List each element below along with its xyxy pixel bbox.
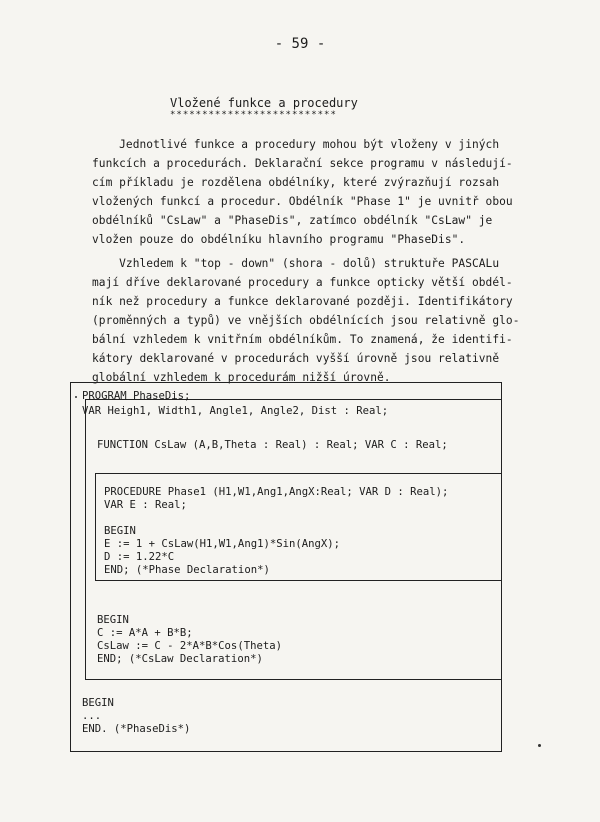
- procedure-line: VAR E : Real;: [104, 499, 187, 511]
- function-body-line: CsLaw := C - 2*A*B*Cos(Theta): [97, 640, 282, 652]
- page-number: - 59 -: [274, 36, 326, 52]
- paragraph-line: Jednotlivé funkce a procedury mohou být vloženy v jiných: [92, 138, 500, 151]
- procedure-line: D := 1.22*C: [104, 551, 175, 563]
- paragraph-line: vložen pouze do obdélníku hlavního programu "PhaseDis".: [92, 233, 466, 246]
- paragraph-line: globální vzhledem k procedurám nižší úrovně.: [92, 371, 391, 384]
- function-body-line: END; (*CsLaw Declaration*): [97, 653, 263, 665]
- paragraph-line: vložených funkcí a procedur. Obdélník "Phase 1" je uvnitř obou: [92, 195, 513, 208]
- paragraph-line: bální vzhledem k vnitřním obdélníkům. To znamená, že identifi-: [92, 333, 513, 346]
- main-body-line: END. (*PhaseDis*): [82, 723, 191, 735]
- procedure-line: PROCEDURE Phase1 (H1,W1,Ang1,AngX:Real; VAR D : Real);: [104, 486, 449, 498]
- main-body-line: ...: [82, 710, 102, 722]
- paragraph-line: funkcích a procedurách. Deklarační sekce programu v následují-: [92, 157, 513, 170]
- procedure-line: BEGIN: [104, 525, 136, 537]
- function-body-line: BEGIN: [97, 614, 129, 626]
- paragraph-line: mají dříve deklarované procedury a funkce opticky větší obdél-: [92, 276, 513, 289]
- procedure-line: END; (*Phase Declaration*): [104, 564, 270, 576]
- paragraph-line: kátory deklarované v procedurách vyšší úrovně jsou relativně: [92, 352, 500, 365]
- main-body-line: BEGIN: [82, 697, 114, 709]
- function-header: FUNCTION CsLaw (A,B,Theta : Real) : Real; VAR C : Real;: [97, 439, 448, 451]
- paragraph-line: ník než procedury a funkce deklarované později. Identifikátory: [92, 295, 513, 308]
- paragraph-line: Vzhledem k "top - down" (shora - dolů) struktuře PASCALu: [92, 257, 500, 270]
- paragraph-line: (proměnných a typů) ve vnějších obdélnících jsou relativně glo-: [92, 314, 520, 327]
- function-body-line: C := A*A + B*B;: [97, 627, 193, 639]
- program-header: PROGRAM PhaseDis;: [82, 390, 191, 402]
- paragraph-line: cím příkladu je rozdělena obdélníky, které zvýrazňují rozsah: [92, 176, 500, 189]
- scan-speck: [538, 744, 541, 747]
- program-var-declaration: VAR Heigh1, Width1, Angle1, Angle2, Dist : Real;: [82, 405, 389, 417]
- scan-speck: [75, 396, 77, 398]
- title-underline: **************************: [170, 110, 337, 120]
- paragraph-line: obdélníků "CsLaw" a "PhaseDis", zatímco obdélník "CsLaw" je: [92, 214, 493, 227]
- procedure-line: E := 1 + CsLaw(H1,W1,Ang1)*Sin(AngX);: [104, 538, 340, 550]
- section-title: Vložené funkce a procedury: [170, 96, 358, 110]
